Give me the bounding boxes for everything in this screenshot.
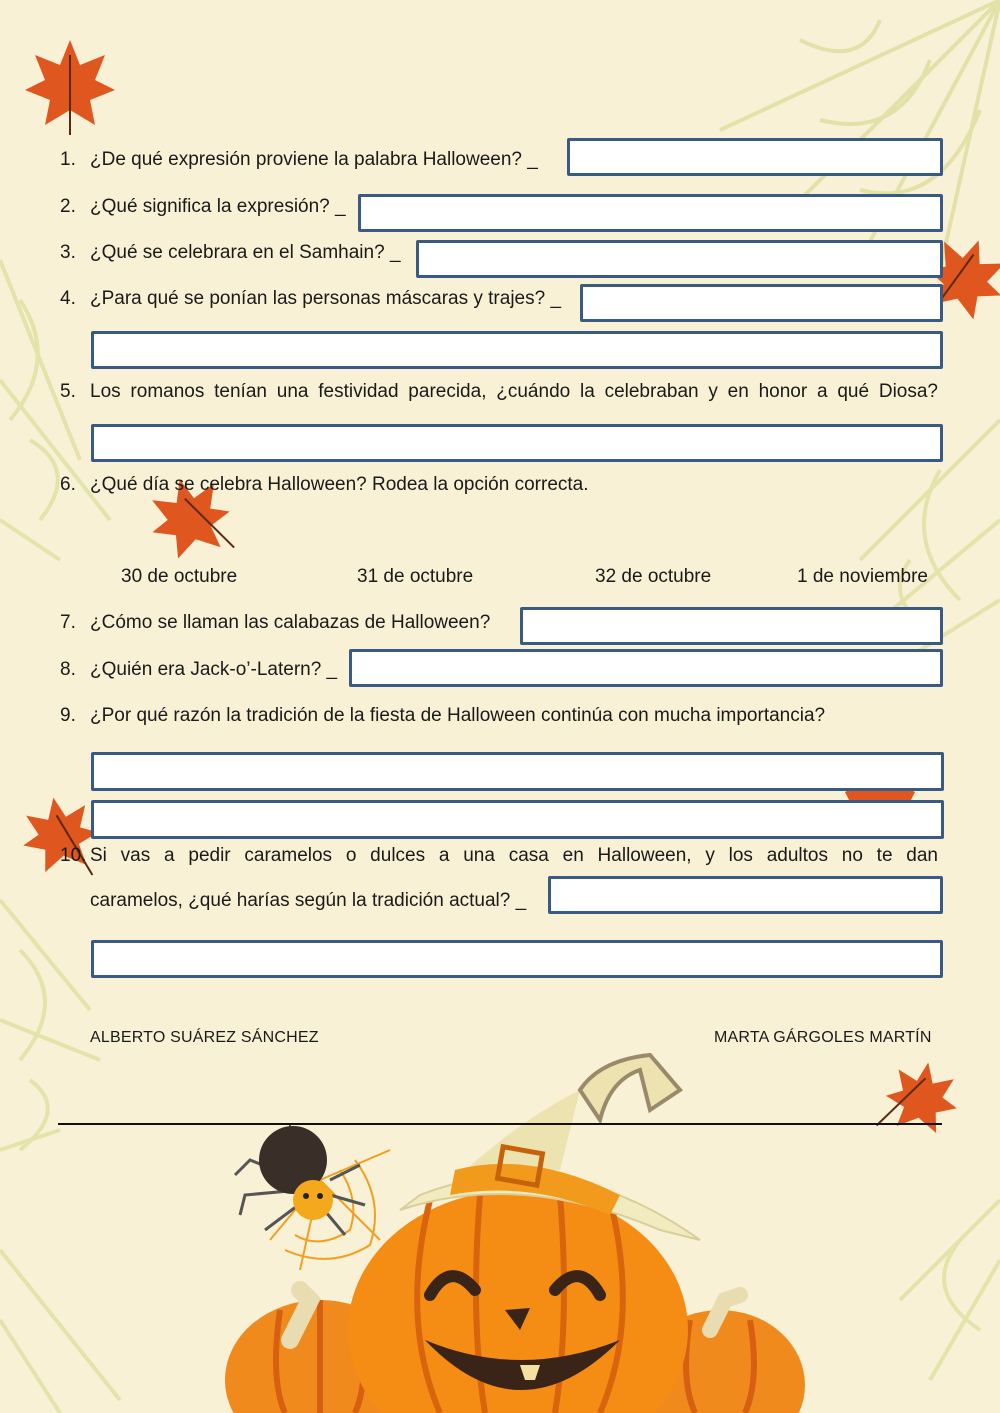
- option-31-octubre[interactable]: 31 de octubre: [357, 566, 474, 587]
- question-text: ¿Para qué se ponían las personas máscaras y trajes? _: [90, 288, 562, 309]
- question-number: 1.: [60, 149, 76, 170]
- author-right: MARTA GÁRGOLES MARTÍN: [714, 1029, 932, 1046]
- question-text: ¿Qué se celebrara en el Samhain? _: [90, 242, 401, 263]
- option-32-octubre[interactable]: 32 de octubre: [595, 566, 712, 587]
- question-number: 9.: [60, 705, 76, 726]
- question-number: 10.: [60, 845, 87, 866]
- question-text: ¿Por qué razón la tradición de la fiesta de Halloween continúa con mucha importancia?: [90, 705, 826, 726]
- question-number: 3.: [60, 242, 76, 263]
- answer-field-1[interactable]: [567, 138, 943, 176]
- question-text-continued: caramelos, ¿qué harías según la tradición actual? _: [90, 890, 527, 911]
- question-text: ¿Quién era Jack-o’-Latern? _: [90, 659, 338, 680]
- answer-field-2[interactable]: [358, 194, 943, 232]
- question-number: 7.: [60, 612, 76, 633]
- question-text: Si vas a pedir caramelos o dulces a una casa en Halloween, y los adultos no te dan: [90, 845, 938, 866]
- option-30-octubre[interactable]: 30 de octubre: [121, 566, 238, 587]
- question-text: ¿De qué expresión proviene la palabra Halloween? _: [90, 149, 538, 170]
- answer-field-7[interactable]: [520, 607, 943, 645]
- answer-field-3[interactable]: [416, 240, 943, 278]
- maple-leaf-icon: [25, 40, 115, 135]
- answer-field-9[interactable]: [91, 752, 944, 791]
- answer-field-10[interactable]: [548, 876, 943, 914]
- question-text: ¿Qué significa la expresión? _: [90, 196, 346, 217]
- question-number: 4.: [60, 288, 76, 309]
- question-number: 5.: [60, 381, 76, 402]
- jack-o-lantern-icon: [348, 1190, 688, 1413]
- question-text: Los romanos tenían una festividad parecida, ¿cuándo la celebraban y en honor a qué Diosa?: [90, 381, 938, 402]
- answer-field-8[interactable]: [349, 649, 943, 687]
- maple-leaf-icon: [877, 1056, 964, 1139]
- answer-field-10-extra[interactable]: [91, 940, 943, 978]
- answer-field-4[interactable]: [580, 284, 943, 322]
- footer-divider: [58, 1123, 942, 1125]
- answer-field-9-extra[interactable]: [91, 800, 944, 839]
- answer-field-5[interactable]: [91, 424, 943, 462]
- question-number: 8.: [60, 659, 76, 680]
- author-left: ALBERTO SUÁREZ SÁNCHEZ: [90, 1029, 319, 1046]
- answer-field-4-extra[interactable]: [91, 331, 943, 369]
- question-text: ¿Qué día se celebra Halloween? Rodea la opción correcta.: [90, 474, 589, 495]
- question-text: ¿Cómo se llaman las calabazas de Halloween?: [90, 612, 491, 633]
- question-number: 6.: [60, 474, 76, 495]
- option-1-noviembre[interactable]: 1 de noviembre: [797, 566, 928, 587]
- question-number: 2.: [60, 196, 76, 217]
